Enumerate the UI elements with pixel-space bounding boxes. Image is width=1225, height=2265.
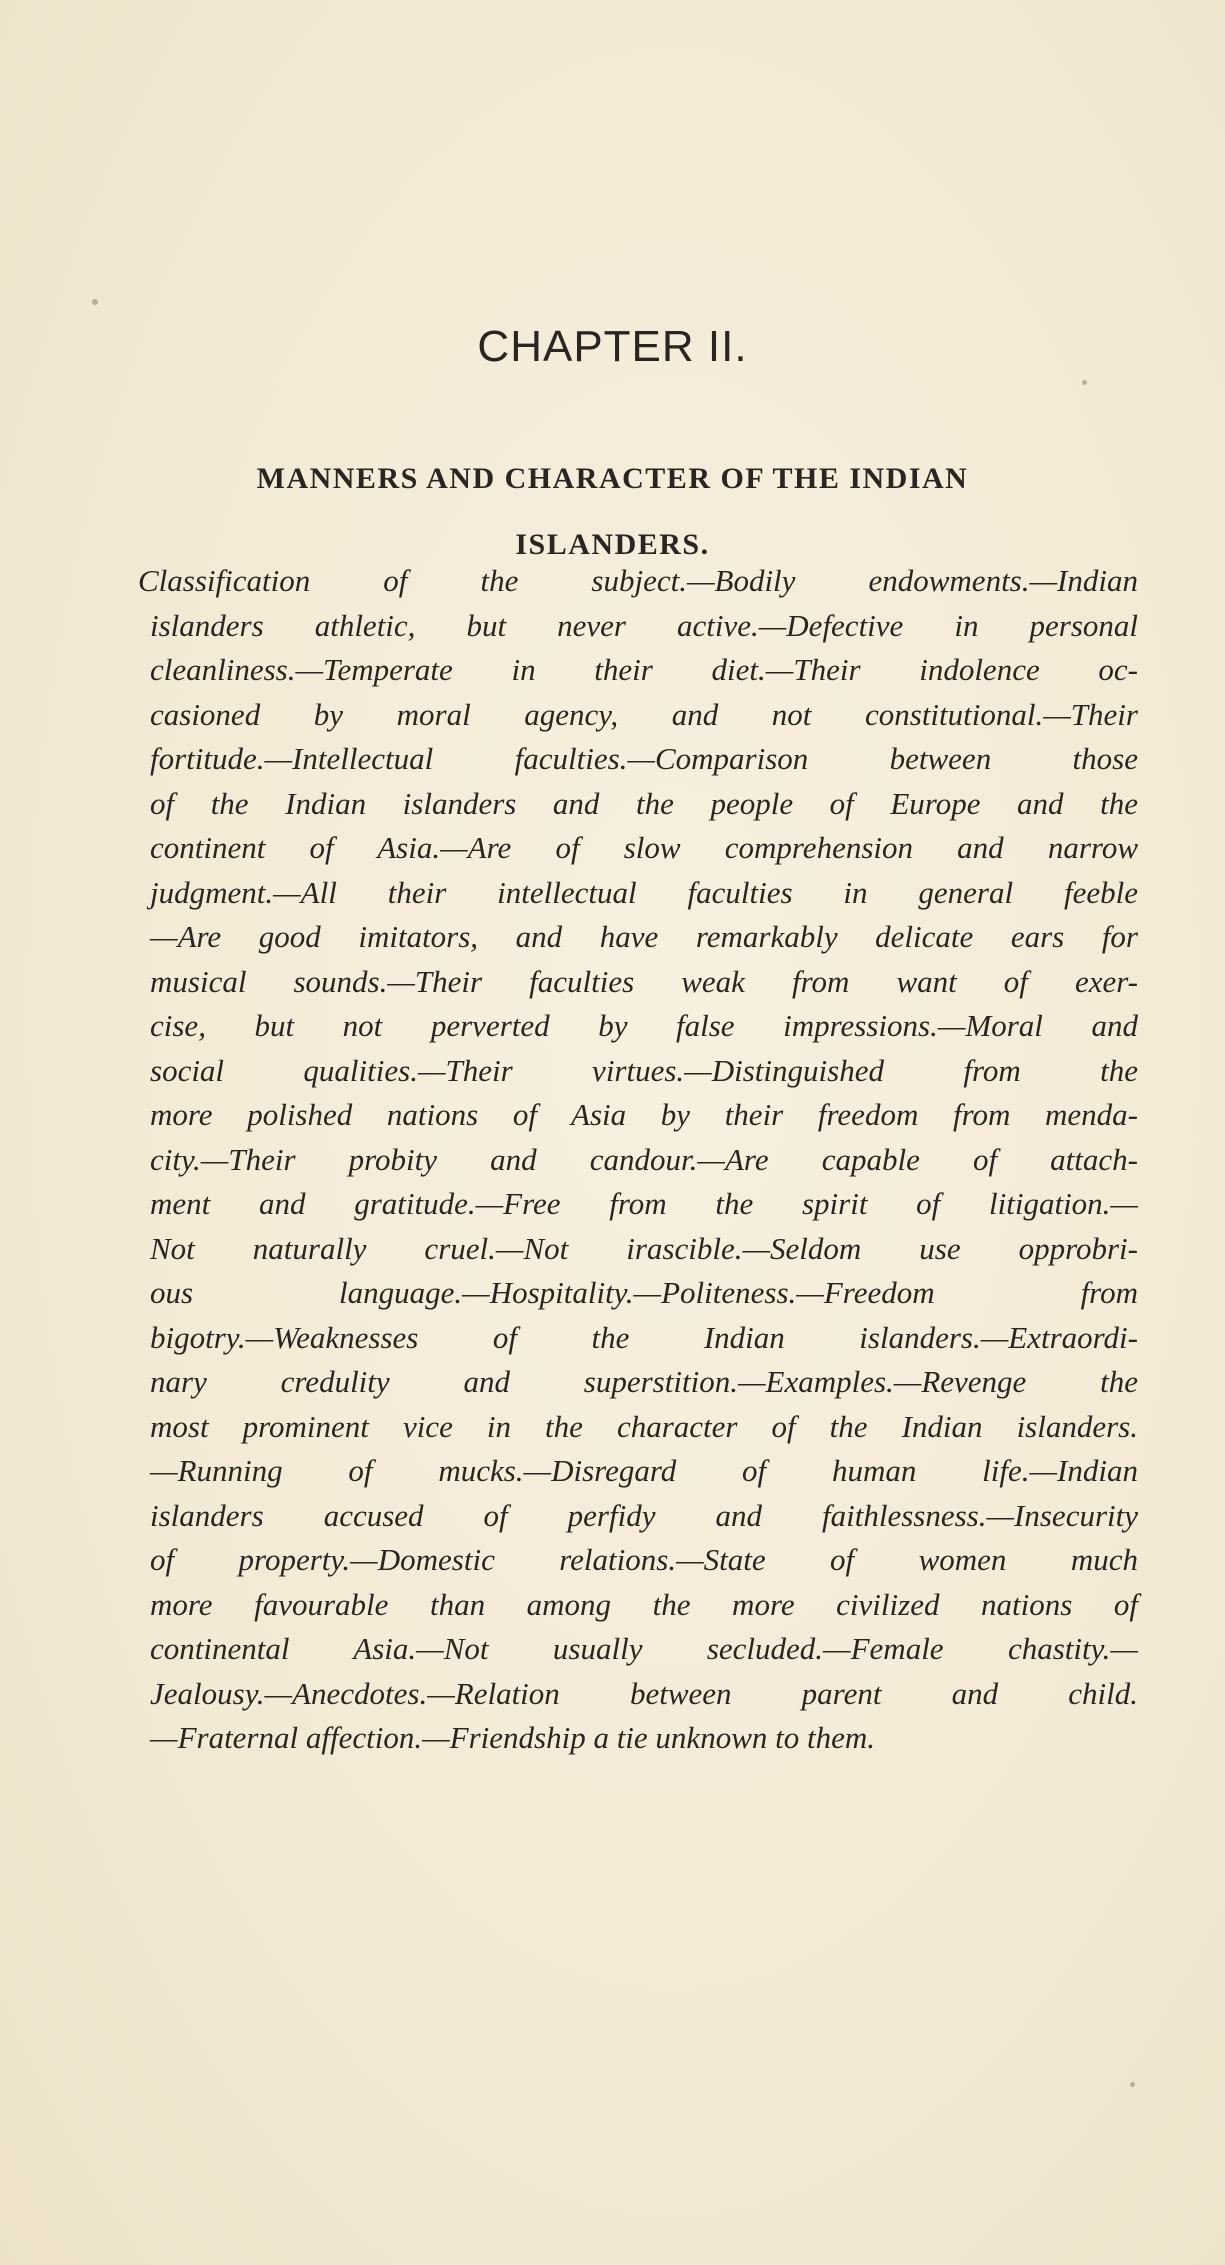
summary-line: continental Asia.—Not usually secluded.—Female chastity.— (150, 1631, 1138, 1666)
summary-line: —Are good imitators, and have remarkably delicate ears for (150, 919, 1138, 954)
summary-line: more polished nations of Asia by their freedom from menda- (150, 1097, 1138, 1132)
summary-line: fortitude.—Intellectual faculties.—Comparison between those (150, 741, 1138, 776)
summary-line: of the Indian islanders and the people of Europe and the (150, 785, 1138, 821)
summary-line: ment and gratitude.—Free from the spirit of litigation.— (150, 1186, 1138, 1221)
chapter-summary (138, 559, 1138, 1761)
summary-line: nary credulity and superstition.—Examples.—Revenge the (150, 1364, 1138, 1399)
summary-line: city.—Their probity and candour.—Are capable of attach- (150, 1141, 1138, 1177)
summary-line: musical sounds.—Their faculties weak from want of exer- (150, 963, 1138, 999)
paper-speck (92, 299, 98, 305)
section-heading-line-2: ISLANDERS. (515, 528, 710, 561)
summary-line: islanders athletic, but never active.—Defective in personal (150, 607, 1138, 643)
section-heading-line-1: MANNERS AND CHARACTER OF THE INDIAN (256, 462, 969, 495)
summary-line: continent of Asia.—Are of slow comprehension and narrow (150, 830, 1138, 865)
summary-line: more favourable than among the more civilized nations of (150, 1586, 1138, 1622)
summary-line: cise, but not perverted by false impressions.—Moral and (150, 1008, 1138, 1043)
paper-speck (1082, 380, 1087, 385)
chapter-title: CHAPTER II. (477, 322, 748, 371)
summary-line: of property.—Domestic relations.—State of women much (150, 1542, 1138, 1577)
summary-line: Jealousy.—Anecdotes.—Relation between parent and child. (150, 1675, 1138, 1711)
summary-line: most prominent vice in the character of the Indian islanders. (150, 1408, 1138, 1444)
summary-line: cleanliness.—Temperate in their diet.—Their indolence oc- (150, 652, 1138, 687)
summary-line: Classification of the subject.—Bodily endowments.—Indian (138, 563, 1138, 598)
summary-line: bigotry.—Weaknesses of the Indian islanders.—Extraordi- (150, 1319, 1138, 1355)
summary-line: ous language.—Hospitality.—Politeness.—Freedom from (150, 1275, 1138, 1310)
summary-line: judgment.—All their intellectual faculties in general feeble (150, 874, 1138, 910)
summary-line: —Running of mucks.—Disregard of human life.—Indian (150, 1453, 1138, 1488)
paper-speck (1130, 2082, 1135, 2087)
summary-line: —Fraternal affection.—Friendship a tie unknown to them. (150, 1720, 875, 1755)
summary-line: islanders accused of perfidy and faithlessness.—Insecurity (150, 1497, 1138, 1533)
summary-line: social qualities.—Their virtues.—Distinguished from the (150, 1052, 1138, 1088)
summary-line: Not naturally cruel.—Not irascible.—Seldom use opprobri- (150, 1230, 1138, 1266)
summary-line: casioned by moral agency, and not constitutional.—Their (150, 696, 1138, 732)
